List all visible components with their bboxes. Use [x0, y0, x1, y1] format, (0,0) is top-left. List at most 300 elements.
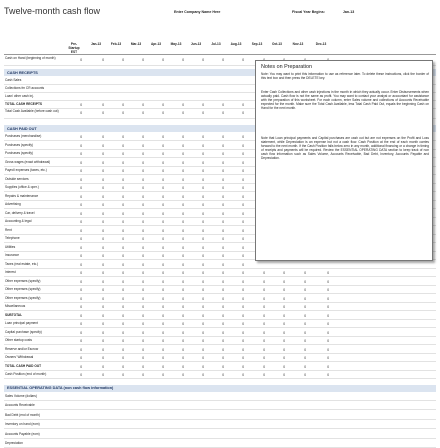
cell-value[interactable]: 0 [80, 228, 82, 233]
cell-value[interactable]: 0 [222, 288, 224, 292]
cell-value[interactable]: 0 [142, 160, 144, 165]
cell-value[interactable]: 0 [222, 143, 224, 148]
cell-value[interactable]: 0 [102, 313, 104, 318]
fiscal-year-value[interactable]: Jan-13 [342, 10, 355, 14]
cell-value[interactable]: 0 [182, 313, 184, 318]
cell-value[interactable]: 0 [202, 58, 204, 62]
cell-value[interactable]: 0 [222, 373, 224, 377]
cell-value[interactable]: 0 [122, 169, 124, 173]
cell-value[interactable]: 0 [80, 339, 82, 343]
cell-value[interactable]: 0 [102, 254, 104, 258]
cell-value[interactable]: 0 [162, 347, 164, 352]
cell-value[interactable]: 0 [304, 279, 306, 284]
cell-value[interactable]: 0 [222, 305, 224, 309]
company-name-field[interactable]: Enter Company Name Here [174, 10, 221, 14]
cell-value[interactable]: 0 [80, 169, 82, 173]
cell-value[interactable]: 0 [327, 330, 329, 335]
cell-value[interactable]: 0 [263, 364, 265, 369]
cell-value[interactable]: 0 [304, 347, 306, 352]
cell-value[interactable]: 0 [182, 143, 184, 148]
cell-value[interactable]: 0 [242, 305, 244, 309]
cell-value[interactable]: 0 [122, 177, 124, 182]
cell-value[interactable]: 0 [102, 296, 104, 301]
cell-value[interactable]: 0 [102, 237, 104, 241]
cell-value[interactable]: 0 [142, 58, 144, 62]
cell-value[interactable]: 0 [80, 220, 82, 224]
cell-value[interactable]: 0 [202, 322, 204, 326]
cell-value[interactable]: 0 [283, 288, 285, 292]
cell-value[interactable]: 0 [162, 152, 164, 156]
cell-value[interactable]: 0 [162, 279, 164, 284]
cell-value[interactable]: 0 [122, 288, 124, 292]
cell-value[interactable]: 0 [80, 364, 82, 369]
cell-value[interactable]: 0 [202, 103, 204, 107]
cell-value[interactable]: 0 [304, 373, 306, 377]
cell-value[interactable]: 0 [304, 356, 306, 360]
cell-value[interactable]: 0 [102, 245, 104, 250]
cell-value[interactable]: 0 [242, 254, 244, 258]
cell-value[interactable]: 0 [80, 152, 82, 156]
cell-value[interactable]: 0 [283, 356, 285, 360]
cell-value[interactable]: 0 [202, 111, 204, 115]
cell-value[interactable]: 0 [142, 356, 144, 360]
cell-value[interactable]: 0 [263, 356, 265, 360]
cell-value[interactable]: 0 [242, 279, 244, 284]
cell-value[interactable]: 0 [263, 339, 265, 343]
cell-value[interactable]: 0 [142, 305, 144, 309]
cell-value[interactable]: 0 [222, 262, 224, 267]
cell-value[interactable]: 0 [263, 322, 265, 326]
cell-value[interactable]: 0 [182, 356, 184, 360]
cell-value[interactable]: 0 [182, 305, 184, 309]
cell-value[interactable]: 0 [202, 288, 204, 292]
cell-value[interactable]: 0 [182, 152, 184, 156]
cell-value[interactable]: 0 [80, 160, 82, 165]
cell-value[interactable]: 0 [222, 169, 224, 173]
cell-value[interactable]: 0 [304, 322, 306, 326]
cell-value[interactable]: 0 [327, 288, 329, 292]
cell-value[interactable]: 0 [202, 364, 204, 369]
cell-value[interactable]: 0 [202, 220, 204, 224]
cell-value[interactable]: 0 [222, 271, 224, 275]
cell-value[interactable]: 0 [80, 313, 82, 318]
cell-value[interactable]: 0 [182, 186, 184, 190]
cell-value[interactable]: 0 [242, 135, 244, 139]
cell-value[interactable]: 0 [162, 237, 164, 241]
cell-value[interactable]: 0 [162, 271, 164, 275]
cell-value[interactable]: 0 [162, 103, 164, 107]
cell-value[interactable]: 0 [162, 356, 164, 360]
cell-value[interactable]: 0 [162, 220, 164, 224]
cell-value[interactable]: 0 [102, 262, 104, 267]
cell-value[interactable]: 0 [304, 271, 306, 275]
cell-value[interactable]: 0 [182, 279, 184, 284]
cell-value[interactable]: 0 [304, 364, 306, 369]
cell-value[interactable]: 0 [142, 330, 144, 335]
cell-value[interactable]: 0 [202, 373, 204, 377]
cell-value[interactable]: 0 [327, 305, 329, 309]
cell-value[interactable]: 0 [242, 313, 244, 318]
cell-value[interactable]: 0 [202, 245, 204, 250]
cell-value[interactable]: 0 [202, 356, 204, 360]
cell-value[interactable]: 0 [102, 194, 104, 199]
cell-value[interactable]: 0 [80, 111, 82, 115]
cell-value[interactable]: 0 [142, 203, 144, 207]
cell-value[interactable]: 0 [202, 279, 204, 284]
cell-value[interactable]: 0 [142, 373, 144, 377]
cell-value[interactable]: 0 [122, 296, 124, 301]
cell-value[interactable]: 0 [222, 296, 224, 301]
cell-value[interactable]: 0 [80, 279, 82, 284]
cell-value[interactable]: 0 [162, 160, 164, 165]
cell-value[interactable]: 0 [327, 339, 329, 343]
cell-value[interactable]: 0 [242, 58, 244, 62]
cell-value[interactable]: 0 [142, 296, 144, 301]
cell-value[interactable]: 0 [122, 160, 124, 165]
cell-value[interactable]: 0 [304, 339, 306, 343]
cell-value[interactable]: 0 [242, 262, 244, 267]
cell-value[interactable]: 0 [242, 152, 244, 156]
cell-value[interactable]: 0 [182, 330, 184, 335]
cell-value[interactable]: 0 [202, 313, 204, 318]
cell-value[interactable]: 0 [162, 288, 164, 292]
cell-value[interactable]: 0 [162, 111, 164, 115]
cell-value[interactable]: 0 [202, 194, 204, 199]
cell-value[interactable]: 0 [102, 347, 104, 352]
cell-value[interactable]: 0 [102, 330, 104, 335]
cell-value[interactable]: 0 [142, 111, 144, 115]
cell-value[interactable]: 0 [102, 305, 104, 309]
cell-value[interactable]: 0 [162, 194, 164, 199]
cell-value[interactable]: 0 [222, 254, 224, 258]
cell-value[interactable]: 0 [222, 220, 224, 224]
cell-value[interactable]: 0 [142, 237, 144, 241]
cell-value[interactable]: 0 [327, 322, 329, 326]
cell-value[interactable]: 0 [283, 305, 285, 309]
cell-value[interactable]: 0 [202, 152, 204, 156]
cell-value[interactable]: 0 [182, 347, 184, 352]
cell-value[interactable]: 0 [122, 111, 124, 115]
cell-value[interactable]: 0 [142, 135, 144, 139]
cell-value[interactable]: 0 [122, 58, 124, 62]
cell-value[interactable]: 0 [102, 271, 104, 275]
cell-value[interactable]: 0 [182, 237, 184, 241]
cell-value[interactable]: 0 [202, 271, 204, 275]
cell-value[interactable]: 0 [202, 262, 204, 267]
cell-value[interactable]: 0 [122, 313, 124, 318]
cell-value[interactable]: 0 [102, 356, 104, 360]
cell-value[interactable]: 0 [242, 356, 244, 360]
cell-value[interactable]: 0 [122, 194, 124, 199]
cell-value[interactable]: 0 [122, 143, 124, 148]
cell-value[interactable]: 0 [222, 160, 224, 165]
cell-value[interactable]: 0 [242, 186, 244, 190]
cell-value[interactable]: 0 [182, 228, 184, 233]
cell-value[interactable]: 0 [162, 143, 164, 148]
cell-value[interactable]: 0 [142, 339, 144, 343]
cell-value[interactable]: 0 [102, 203, 104, 207]
cell-value[interactable]: 0 [304, 330, 306, 335]
cell-value[interactable]: 0 [304, 313, 306, 318]
cell-value[interactable]: 0 [283, 373, 285, 377]
cell-value[interactable]: 0 [80, 58, 82, 62]
cell-value[interactable]: 0 [304, 288, 306, 292]
cell-value[interactable]: 0 [222, 245, 224, 250]
cell-value[interactable]: 0 [242, 169, 244, 173]
cell-value[interactable]: 0 [102, 111, 104, 115]
cell-value[interactable]: 0 [242, 271, 244, 275]
cell-value[interactable]: 0 [80, 186, 82, 190]
cell-value[interactable]: 0 [80, 237, 82, 241]
cell-value[interactable]: 0 [102, 228, 104, 233]
cell-value[interactable]: 0 [102, 135, 104, 139]
cell-value[interactable]: 0 [142, 186, 144, 190]
cell-value[interactable]: 0 [122, 203, 124, 207]
cell-value[interactable]: 0 [80, 296, 82, 301]
cell-value[interactable]: 0 [304, 305, 306, 309]
cell-value[interactable]: 0 [222, 186, 224, 190]
cell-value[interactable]: 0 [202, 339, 204, 343]
cell-value[interactable]: 0 [242, 203, 244, 207]
cell-value[interactable]: 0 [80, 356, 82, 360]
cell-value[interactable]: 0 [162, 262, 164, 267]
cell-value[interactable]: 0 [182, 254, 184, 258]
cell-value[interactable]: 0 [222, 313, 224, 318]
cell-value[interactable]: 0 [162, 203, 164, 207]
cell-value[interactable]: 0 [222, 194, 224, 199]
cell-value[interactable]: 0 [222, 58, 224, 62]
cell-value[interactable]: 0 [122, 186, 124, 190]
cell-value[interactable]: 0 [122, 271, 124, 275]
cell-value[interactable]: 0 [162, 339, 164, 343]
cell-value[interactable]: 0 [142, 262, 144, 267]
cell-value[interactable]: 0 [80, 103, 82, 107]
cell-value[interactable]: 0 [102, 58, 104, 62]
cell-value[interactable]: 0 [142, 271, 144, 275]
cell-value[interactable]: 0 [242, 245, 244, 250]
cell-value[interactable]: 0 [162, 135, 164, 139]
cell-value[interactable]: 0 [162, 305, 164, 309]
cell-value[interactable]: 0 [182, 135, 184, 139]
cell-value[interactable]: 0 [202, 228, 204, 233]
cell-value[interactable]: 0 [202, 296, 204, 301]
cell-value[interactable]: 0 [242, 288, 244, 292]
cell-value[interactable]: 0 [102, 143, 104, 148]
cell-value[interactable]: 0 [122, 322, 124, 326]
cell-value[interactable]: 0 [162, 228, 164, 233]
cell-value[interactable]: 0 [142, 228, 144, 233]
cell-value[interactable]: 0 [102, 186, 104, 190]
cell-value[interactable]: 0 [162, 296, 164, 301]
cell-value[interactable]: 0 [327, 373, 329, 377]
cell-value[interactable]: 0 [122, 228, 124, 233]
cell-value[interactable]: 0 [283, 271, 285, 275]
cell-value[interactable]: 0 [202, 211, 204, 216]
cell-value[interactable]: 0 [283, 339, 285, 343]
cell-value[interactable]: 0 [222, 103, 224, 107]
cell-value[interactable]: 0 [182, 169, 184, 173]
cell-value[interactable]: 0 [80, 373, 82, 377]
cell-value[interactable]: 0 [80, 322, 82, 326]
cell-value[interactable]: 0 [80, 211, 82, 216]
cell-value[interactable]: 0 [142, 211, 144, 216]
cell-value[interactable]: 0 [222, 211, 224, 216]
cell-value[interactable]: 0 [242, 143, 244, 148]
cell-value[interactable]: 0 [222, 364, 224, 369]
cell-value[interactable]: 0 [162, 322, 164, 326]
cell-value[interactable]: 0 [80, 177, 82, 182]
cell-value[interactable]: 0 [222, 177, 224, 182]
cell-value[interactable]: 0 [182, 296, 184, 301]
cell-value[interactable]: 0 [102, 177, 104, 182]
cell-value[interactable]: 0 [222, 203, 224, 207]
cell-value[interactable]: 0 [182, 203, 184, 207]
cell-value[interactable]: 0 [242, 322, 244, 326]
cell-value[interactable]: 0 [162, 177, 164, 182]
cell-value[interactable]: 0 [122, 330, 124, 335]
cell-value[interactable]: 0 [122, 305, 124, 309]
cell-value[interactable]: 0 [102, 279, 104, 284]
cell-value[interactable]: 0 [242, 160, 244, 165]
cell-value[interactable]: 0 [242, 237, 244, 241]
cell-value[interactable]: 0 [182, 364, 184, 369]
cell-value[interactable]: 0 [327, 296, 329, 301]
cell-value[interactable]: 0 [162, 330, 164, 335]
cell-value[interactable]: 0 [242, 339, 244, 343]
cell-value[interactable]: 0 [242, 220, 244, 224]
cell-value[interactable]: 0 [182, 262, 184, 267]
cell-value[interactable]: 0 [142, 347, 144, 352]
cell-value[interactable]: 0 [122, 135, 124, 139]
cell-value[interactable]: 0 [80, 347, 82, 352]
cell-value[interactable]: 0 [80, 143, 82, 148]
cell-value[interactable]: 0 [80, 305, 82, 309]
cell-value[interactable]: 0 [142, 322, 144, 326]
cell-value[interactable]: 0 [304, 296, 306, 301]
cell-value[interactable]: 0 [242, 296, 244, 301]
cell-value[interactable]: 0 [182, 58, 184, 62]
cell-value[interactable]: 0 [263, 347, 265, 352]
cell-value[interactable]: 0 [182, 271, 184, 275]
cell-value[interactable]: 0 [327, 356, 329, 360]
cell-value[interactable]: 0 [80, 254, 82, 258]
cell-value[interactable]: 0 [102, 364, 104, 369]
cell-value[interactable]: 0 [142, 103, 144, 107]
cell-value[interactable]: 0 [102, 220, 104, 224]
cell-value[interactable]: 0 [202, 169, 204, 173]
cell-value[interactable]: 0 [80, 330, 82, 335]
cell-value[interactable]: 0 [202, 160, 204, 165]
cell-value[interactable]: 0 [122, 254, 124, 258]
cell-value[interactable]: 0 [202, 254, 204, 258]
cell-value[interactable]: 0 [142, 220, 144, 224]
cell-value[interactable]: 0 [327, 347, 329, 352]
cell-value[interactable]: 0 [222, 322, 224, 326]
cell-value[interactable]: 0 [242, 177, 244, 182]
cell-value[interactable]: 0 [162, 211, 164, 216]
cell-value[interactable]: 0 [122, 279, 124, 284]
cell-value[interactable]: 0 [162, 364, 164, 369]
cell-value[interactable]: 0 [222, 228, 224, 233]
cell-value[interactable]: 0 [122, 356, 124, 360]
cell-value[interactable]: 0 [222, 339, 224, 343]
cell-value[interactable]: 0 [142, 288, 144, 292]
cell-value[interactable]: 0 [202, 305, 204, 309]
cell-value[interactable]: 0 [222, 330, 224, 335]
cell-value[interactable]: 0 [102, 339, 104, 343]
cell-value[interactable]: 0 [142, 152, 144, 156]
cell-value[interactable]: 0 [283, 347, 285, 352]
cell-value[interactable]: 0 [142, 245, 144, 250]
cell-value[interactable]: 0 [327, 313, 329, 318]
cell-value[interactable]: 0 [263, 296, 265, 301]
cell-value[interactable]: 0 [242, 347, 244, 352]
cell-value[interactable]: 0 [80, 194, 82, 199]
cell-value[interactable]: 0 [102, 152, 104, 156]
cell-value[interactable]: 0 [142, 279, 144, 284]
cell-value[interactable]: 0 [327, 279, 329, 284]
cell-value[interactable]: 0 [80, 135, 82, 139]
cell-value[interactable]: 0 [162, 58, 164, 62]
cell-value[interactable]: 0 [122, 237, 124, 241]
cell-value[interactable]: 0 [182, 103, 184, 107]
cell-value[interactable]: 0 [162, 313, 164, 318]
cell-value[interactable]: 0 [263, 313, 265, 318]
cell-value[interactable]: 0 [182, 160, 184, 165]
cell-value[interactable]: 0 [242, 330, 244, 335]
cell-value[interactable]: 0 [202, 203, 204, 207]
cell-value[interactable]: 0 [122, 347, 124, 352]
cell-value[interactable]: 0 [122, 152, 124, 156]
cell-value[interactable]: 0 [142, 364, 144, 369]
cell-value[interactable]: 0 [283, 279, 285, 284]
cell-value[interactable]: 0 [242, 364, 244, 369]
cell-value[interactable]: 0 [182, 220, 184, 224]
cell-value[interactable]: 0 [182, 177, 184, 182]
cell-value[interactable]: 0 [102, 103, 104, 107]
cell-value[interactable]: 0 [122, 245, 124, 250]
cell-value[interactable]: 0 [182, 194, 184, 199]
cell-value[interactable]: 0 [182, 211, 184, 216]
cell-value[interactable]: 0 [182, 373, 184, 377]
cell-value[interactable]: 0 [202, 347, 204, 352]
cell-value[interactable]: 0 [80, 262, 82, 267]
cell-value[interactable]: 0 [202, 143, 204, 148]
cell-value[interactable]: 0 [242, 211, 244, 216]
cell-value[interactable]: 0 [242, 194, 244, 199]
cell-value[interactable]: 0 [182, 288, 184, 292]
cell-value[interactable]: 0 [142, 169, 144, 173]
cell-value[interactable]: 0 [122, 103, 124, 107]
cell-value[interactable]: 0 [80, 288, 82, 292]
cell-value[interactable]: 0 [202, 237, 204, 241]
cell-value[interactable]: 0 [202, 186, 204, 190]
cell-value[interactable]: 0 [222, 347, 224, 352]
cell-value[interactable]: 0 [162, 169, 164, 173]
cell-value[interactable]: 0 [122, 364, 124, 369]
cell-value[interactable]: 0 [202, 135, 204, 139]
cell-value[interactable]: 0 [327, 364, 329, 369]
cell-value[interactable]: 0 [142, 313, 144, 318]
cell-value[interactable]: 0 [182, 322, 184, 326]
cell-value[interactable]: 0 [142, 194, 144, 199]
cell-value[interactable]: 0 [242, 228, 244, 233]
cell-value[interactable]: 0 [102, 211, 104, 216]
cell-value[interactable]: 0 [102, 169, 104, 173]
cell-value[interactable]: 0 [142, 177, 144, 182]
cell-value[interactable]: 0 [162, 186, 164, 190]
cell-value[interactable]: 0 [80, 271, 82, 275]
